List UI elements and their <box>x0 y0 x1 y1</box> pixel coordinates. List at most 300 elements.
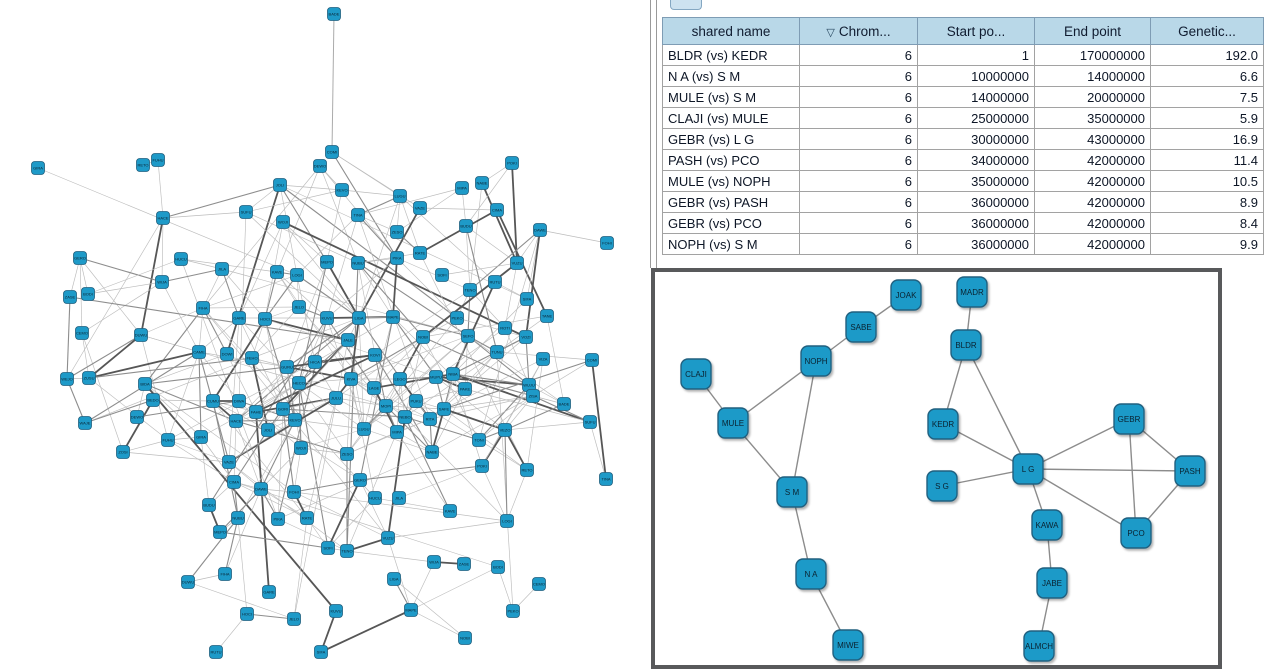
network-node[interactable] <box>394 190 407 203</box>
node-label: FIHA <box>198 305 208 311</box>
node-label: PEKO <box>451 315 463 321</box>
network-edge <box>209 318 327 505</box>
column-header-label: Chrom... <box>838 23 891 39</box>
cell-value[interactable]: 10000000 <box>918 66 1035 87</box>
subnetwork-node-KAWA[interactable] <box>1032 510 1062 540</box>
cell-value[interactable]: 11.4 <box>1151 150 1264 171</box>
network-node[interactable] <box>387 311 400 324</box>
network-node[interactable] <box>558 398 571 411</box>
node-label: TINA <box>353 212 363 218</box>
node-label: GIRA <box>33 165 43 171</box>
network-node[interactable] <box>464 284 477 297</box>
node-label: DEWO <box>130 414 144 420</box>
network-node[interactable] <box>203 499 216 512</box>
network-node[interactable] <box>534 224 547 237</box>
network-node[interactable] <box>462 330 475 343</box>
subnetwork-node-JOAK[interactable] <box>891 280 921 310</box>
cell-value[interactable]: 36000000 <box>918 213 1035 234</box>
network-node[interactable] <box>345 373 358 386</box>
network-node[interactable] <box>223 456 236 469</box>
network-node[interactable] <box>83 372 96 385</box>
network-node[interactable] <box>541 310 554 323</box>
cell-value[interactable]: 42000000 <box>1035 234 1151 255</box>
network-edge <box>358 263 375 355</box>
network-node[interactable] <box>195 431 208 444</box>
network-node[interactable] <box>328 8 341 21</box>
cell-shared-name[interactable]: PASH (vs) PCO <box>663 150 800 171</box>
network-node[interactable] <box>228 476 241 489</box>
network-node[interactable] <box>76 327 89 340</box>
node-label: DIWA <box>233 398 245 404</box>
network-node[interactable] <box>352 257 365 270</box>
cell-value[interactable]: 25000000 <box>918 108 1035 129</box>
table-row[interactable] <box>663 66 1264 87</box>
subnetwork-canvas[interactable] <box>655 272 1218 665</box>
node-label: LUGU <box>358 426 370 432</box>
node-label: DUWU <box>181 579 195 585</box>
cell-value[interactable]: 170000000 <box>1035 45 1151 66</box>
network-node[interactable] <box>533 578 546 591</box>
cell-value[interactable]: 8.4 <box>1151 213 1264 234</box>
network-node[interactable] <box>314 160 327 173</box>
network-edge <box>201 437 209 505</box>
network-node[interactable] <box>353 312 366 325</box>
network-node[interactable] <box>233 395 246 408</box>
network-node[interactable] <box>157 212 170 225</box>
network-node[interactable] <box>288 613 301 626</box>
network-node[interactable] <box>274 179 287 192</box>
network-node[interactable] <box>336 184 349 197</box>
node-label: JALE <box>343 337 353 343</box>
node-label: BLDR <box>955 340 977 350</box>
network-node[interactable] <box>507 605 520 618</box>
table-row[interactable] <box>663 129 1264 150</box>
network-node[interactable] <box>424 413 437 426</box>
network-node[interactable] <box>358 423 371 436</box>
network-node[interactable] <box>255 483 268 496</box>
network-node[interactable] <box>214 526 227 539</box>
cell-value[interactable]: 35000000 <box>918 171 1035 192</box>
network-node[interactable] <box>501 515 514 528</box>
subnetwork-node-BLDR[interactable] <box>951 330 981 360</box>
cell-value[interactable]: 42000000 <box>1035 171 1151 192</box>
node-label: ROTI <box>500 325 510 331</box>
network-node[interactable] <box>584 416 597 429</box>
network-node[interactable] <box>436 269 449 282</box>
network-node[interactable] <box>391 252 404 265</box>
cell-value[interactable]: 14000000 <box>1035 66 1151 87</box>
cell-value[interactable]: 42000000 <box>1035 213 1151 234</box>
network-node[interactable] <box>460 220 473 233</box>
cell-shared-name[interactable]: CLAJI (vs) MULE <box>663 108 800 129</box>
column-header-end-point[interactable] <box>1035 18 1151 45</box>
cell-value[interactable]: 9.9 <box>1151 234 1264 255</box>
node-label: TANE <box>541 313 553 319</box>
node-label: SEFO <box>462 333 474 339</box>
network-node[interactable] <box>315 646 328 659</box>
network-node[interactable] <box>391 426 404 439</box>
network-node[interactable] <box>216 263 229 276</box>
network-edge <box>88 282 162 294</box>
node-label: NUBU <box>232 515 244 521</box>
cell-value[interactable]: 30000000 <box>918 129 1035 150</box>
node-label: S M <box>784 487 800 497</box>
network-node[interactable] <box>341 448 354 461</box>
network-node[interactable] <box>368 382 381 395</box>
network-edge <box>388 521 507 538</box>
network-node[interactable] <box>152 154 165 167</box>
subnetwork-node-ALMCH[interactable] <box>1024 631 1054 661</box>
cell-value[interactable]: 14000000 <box>918 87 1035 108</box>
subnetwork-edge-LG-PASH <box>1028 469 1190 471</box>
network-node[interactable] <box>491 346 504 359</box>
network-node[interactable] <box>240 206 253 219</box>
network-edge <box>397 379 400 432</box>
node-label: GARE <box>263 589 275 595</box>
cell-value[interactable]: 6 <box>800 213 918 234</box>
subnetwork-node-LG[interactable] <box>1013 454 1043 484</box>
network-node[interactable] <box>369 492 382 505</box>
table-row[interactable] <box>663 150 1264 171</box>
cell-value[interactable]: 20000000 <box>1035 87 1151 108</box>
network-node[interactable] <box>459 632 472 645</box>
subnetwork-node-CLAJI[interactable] <box>681 359 711 389</box>
network-node[interactable] <box>417 331 430 344</box>
subnetwork-edge-NOPH-SM <box>792 361 816 492</box>
network-node[interactable] <box>601 237 614 250</box>
network-node[interactable] <box>511 257 524 270</box>
network-edge <box>411 610 465 638</box>
network-node[interactable] <box>393 492 406 505</box>
network-edge <box>540 230 607 243</box>
network-node[interactable] <box>499 322 512 335</box>
network-edge <box>141 308 203 335</box>
network-edge <box>397 258 470 290</box>
subnetwork-node-KEDR[interactable] <box>928 409 958 439</box>
panel-splitter[interactable] <box>650 0 657 268</box>
cell-value[interactable]: 36000000 <box>918 234 1035 255</box>
network-node[interactable] <box>61 373 74 386</box>
node-label: MIPA <box>392 429 402 435</box>
node-label: NOPH <box>804 356 828 366</box>
network-node[interactable] <box>458 558 471 571</box>
network-node[interactable] <box>277 216 290 229</box>
network-node[interactable] <box>281 361 294 374</box>
network-node[interactable] <box>586 354 599 367</box>
cell-value[interactable]: 6 <box>800 171 918 192</box>
network-node[interactable] <box>131 411 144 424</box>
cell-value[interactable]: 43000000 <box>1035 129 1151 150</box>
table-toolbar-strip <box>658 0 1222 17</box>
network-node[interactable] <box>438 403 451 416</box>
node-label: HUCU <box>369 495 381 501</box>
network-node[interactable] <box>162 434 175 447</box>
network-node[interactable] <box>521 293 534 306</box>
node-label: S G <box>935 481 949 491</box>
network-node[interactable] <box>426 446 439 459</box>
network-node[interactable] <box>489 276 502 289</box>
table-row[interactable] <box>663 108 1264 129</box>
node-label: BADE <box>558 401 570 407</box>
network-node[interactable] <box>491 204 504 217</box>
network-node[interactable] <box>473 434 486 447</box>
cell-value[interactable]: 6 <box>800 66 918 87</box>
network-node[interactable] <box>246 352 259 365</box>
node-label: JELO <box>288 616 300 622</box>
node-label: VIZA <box>538 356 548 362</box>
network-node[interactable] <box>175 253 188 266</box>
node-label: POKI <box>477 463 487 469</box>
network-node[interactable] <box>326 146 339 159</box>
network-node[interactable] <box>271 266 284 279</box>
column-header-chrom-[interactable] <box>800 18 918 45</box>
network-node[interactable] <box>405 604 418 617</box>
node-label: RETO <box>137 162 149 168</box>
network-node[interactable] <box>600 473 613 486</box>
node-label: LEGO <box>394 376 406 382</box>
network-node[interactable] <box>232 512 245 525</box>
node-label: LIGA <box>354 315 364 321</box>
network-node[interactable] <box>330 605 343 618</box>
network-node[interactable] <box>352 209 365 222</box>
cell-value[interactable]: 36000000 <box>918 192 1035 213</box>
cell-value[interactable]: 34000000 <box>918 150 1035 171</box>
network-node[interactable] <box>288 486 301 499</box>
node-label: SOFI <box>323 545 333 551</box>
network-edge <box>145 384 201 437</box>
cell-value[interactable]: 42000000 <box>1035 192 1151 213</box>
network-node[interactable] <box>428 556 441 569</box>
subnetwork-node-SG[interactable] <box>927 471 957 501</box>
node-label: GARE <box>233 315 245 321</box>
cell-value[interactable]: 6 <box>800 150 918 171</box>
network-node[interactable] <box>272 513 285 526</box>
network-node[interactable] <box>521 464 534 477</box>
network-node[interactable] <box>520 331 533 344</box>
node-label: SIFA <box>316 649 326 655</box>
subnetwork-node-SABE[interactable] <box>846 312 876 342</box>
network-node[interactable] <box>219 568 232 581</box>
network-node[interactable] <box>394 373 407 386</box>
network-edge <box>327 190 342 262</box>
network-node[interactable] <box>341 545 354 558</box>
cell-shared-name[interactable]: MULE (vs) NOPH <box>663 171 800 192</box>
network-node[interactable] <box>410 395 423 408</box>
network-node[interactable] <box>117 446 130 459</box>
network-edge <box>444 409 505 430</box>
network-edge <box>420 210 497 253</box>
network-node[interactable] <box>309 356 322 369</box>
network-node[interactable] <box>369 349 382 362</box>
network-node[interactable] <box>321 256 334 269</box>
cell-value[interactable]: 192.0 <box>1151 45 1264 66</box>
table-row[interactable] <box>663 192 1264 213</box>
node-label: KEVO <box>289 417 301 423</box>
subnetwork-node-NA[interactable] <box>796 559 826 589</box>
network-node[interactable] <box>197 302 210 315</box>
network-node[interactable] <box>293 377 306 390</box>
network-node[interactable] <box>382 532 395 545</box>
network-node[interactable] <box>321 312 334 325</box>
cell-value[interactable]: 8.9 <box>1151 192 1264 213</box>
node-label: JULU <box>330 395 342 401</box>
network-node[interactable] <box>32 162 45 175</box>
cell-value[interactable]: 6.6 <box>1151 66 1264 87</box>
node-label: DAWE <box>534 227 546 233</box>
cell-value[interactable]: 6 <box>800 234 918 255</box>
network-node[interactable] <box>291 269 304 282</box>
cell-value[interactable]: 6 <box>800 192 918 213</box>
network-node[interactable] <box>330 392 343 405</box>
node-label: GIRA <box>196 434 206 440</box>
cell-shared-name[interactable]: GEBR (vs) PASH <box>663 192 800 213</box>
network-node[interactable] <box>322 542 335 555</box>
network-node[interactable] <box>414 247 427 260</box>
network-node[interactable] <box>414 202 427 215</box>
subnetwork-node-MADR[interactable] <box>957 277 987 307</box>
network-node[interactable] <box>207 395 220 408</box>
subnetwork-node-MIWE[interactable] <box>833 630 863 660</box>
network-node[interactable] <box>193 346 206 359</box>
column-header-start-po-[interactable] <box>918 18 1035 45</box>
cell-shared-name[interactable]: NOPH (vs) S M <box>663 234 800 255</box>
cell-value[interactable]: 7.5 <box>1151 87 1264 108</box>
subnetwork-node-NOPH[interactable] <box>801 346 831 376</box>
network-node[interactable] <box>221 348 234 361</box>
network-edge <box>332 14 334 152</box>
network-edge <box>220 489 261 532</box>
subnetwork-node-MULE[interactable] <box>718 408 748 438</box>
filter-icon[interactable]: ▽ <box>826 26 835 39</box>
network-node[interactable] <box>147 394 160 407</box>
network-node[interactable] <box>262 424 275 437</box>
network-node[interactable] <box>277 403 290 416</box>
network-node[interactable] <box>456 182 469 195</box>
network-node[interactable] <box>430 371 443 384</box>
network-node[interactable] <box>476 177 489 190</box>
network-node[interactable] <box>342 334 355 347</box>
network-node[interactable] <box>380 400 393 413</box>
network-node[interactable] <box>293 301 306 314</box>
network-edge <box>162 269 222 282</box>
network-node[interactable] <box>499 424 512 437</box>
cell-shared-name[interactable]: MULE (vs) S M <box>663 87 800 108</box>
network-node[interactable] <box>301 512 314 525</box>
cell-value[interactable]: 6 <box>800 129 918 150</box>
node-label: VUZU <box>511 260 523 266</box>
subnetwork-node-GEBR[interactable] <box>1114 404 1144 434</box>
cell-value[interactable]: 35000000 <box>1035 108 1151 129</box>
network-node[interactable] <box>64 291 77 304</box>
network-edge <box>158 160 163 218</box>
node-label: SIFA <box>522 296 532 302</box>
network-node[interactable] <box>399 411 412 424</box>
subnetwork-node-SM[interactable] <box>777 477 807 507</box>
subnetwork-node-JABE[interactable] <box>1037 568 1067 598</box>
network-node[interactable] <box>447 368 460 381</box>
network-edge <box>67 335 141 379</box>
subnetwork-node-PASH[interactable] <box>1175 456 1205 486</box>
network-node[interactable] <box>388 573 401 586</box>
network-node[interactable] <box>241 608 254 621</box>
subnetwork-node-PCO[interactable] <box>1121 518 1151 548</box>
cell-value[interactable]: 10.5 <box>1151 171 1264 192</box>
network-node[interactable] <box>444 505 457 518</box>
network-node[interactable] <box>527 390 540 403</box>
network-node[interactable] <box>289 414 302 427</box>
column-header-shared-name[interactable] <box>663 18 800 45</box>
network-node[interactable] <box>259 313 272 326</box>
network-node[interactable] <box>459 383 472 396</box>
network-node[interactable] <box>74 252 87 265</box>
node-label: CUMU <box>207 398 219 404</box>
network-node[interactable] <box>139 378 152 391</box>
cell-value[interactable]: 5.9 <box>1151 108 1264 129</box>
network-node[interactable] <box>137 159 150 172</box>
network-node[interactable] <box>82 288 95 301</box>
network-node[interactable] <box>537 353 550 366</box>
network-node[interactable] <box>135 329 148 342</box>
cell-value[interactable]: 1 <box>918 45 1035 66</box>
network-node[interactable] <box>354 474 367 487</box>
table-row[interactable] <box>663 87 1264 108</box>
network-edge <box>162 218 163 282</box>
network-node[interactable] <box>492 561 505 574</box>
node-label: DUWU <box>134 332 148 338</box>
network-edge <box>265 272 277 319</box>
network-node[interactable] <box>451 312 464 325</box>
network-edge <box>203 166 320 308</box>
network-edge <box>505 404 564 430</box>
cell-value[interactable]: 42000000 <box>1035 150 1151 171</box>
cell-value[interactable]: 6 <box>800 87 918 108</box>
table-row[interactable] <box>663 171 1264 192</box>
network-node[interactable] <box>263 586 276 599</box>
network-edge <box>168 352 199 440</box>
scrollbar-fragment[interactable] <box>670 0 702 10</box>
network-edge <box>393 258 397 317</box>
table-row[interactable] <box>663 45 1264 66</box>
column-header-genetic-[interactable] <box>1151 18 1264 45</box>
subnetwork-viewport[interactable] <box>655 272 1218 665</box>
cell-shared-name[interactable]: GEBR (vs) PCO <box>663 213 800 234</box>
cell-shared-name[interactable]: GEBR (vs) L G <box>663 129 800 150</box>
network-node[interactable] <box>391 226 404 239</box>
table-row[interactable] <box>663 213 1264 234</box>
network-edge <box>222 269 239 318</box>
cell-value[interactable]: 16.9 <box>1151 129 1264 150</box>
network-node[interactable] <box>233 312 246 325</box>
network-edge <box>358 188 462 215</box>
network-node[interactable] <box>182 576 195 589</box>
network-edge <box>283 222 327 262</box>
cell-shared-name[interactable]: N A (vs) S M <box>663 66 800 87</box>
network-node[interactable] <box>250 406 263 419</box>
network-node[interactable] <box>506 157 519 170</box>
cell-shared-name[interactable]: BLDR (vs) KEDR <box>663 45 800 66</box>
table-row[interactable] <box>663 234 1264 255</box>
network-node[interactable] <box>230 415 243 428</box>
subnetwork-panel <box>651 268 1222 669</box>
network-node[interactable] <box>295 442 308 455</box>
network-node[interactable] <box>210 646 223 659</box>
node-label: SAFE <box>438 406 450 412</box>
cell-value[interactable]: 6 <box>800 108 918 129</box>
cell-value[interactable]: 6 <box>800 45 918 66</box>
network-node[interactable] <box>156 276 169 289</box>
network-node[interactable] <box>476 460 489 473</box>
network-node[interactable] <box>79 417 92 430</box>
